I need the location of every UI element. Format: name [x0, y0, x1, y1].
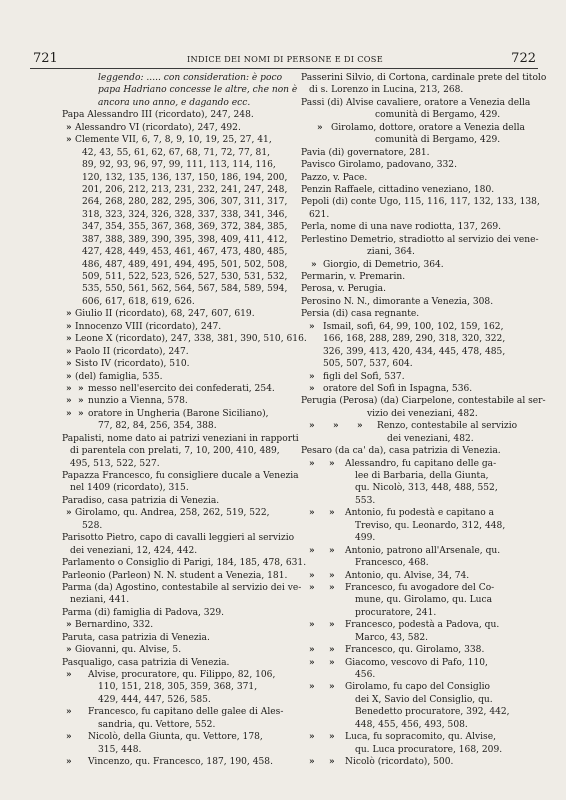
- index-line: [301, 657, 541, 669]
- index-entry-text: 456.: [355, 670, 376, 680]
- index-entry-text: 387, 388, 389, 390, 395, 398, 409, 411, 412,: [82, 234, 288, 245]
- ditto-mark: »: [66, 309, 72, 320]
- index-entry-text: figli del Sofì, 537.: [323, 371, 405, 382]
- index-line: [62, 184, 296, 196]
- index-entry-text: Pepoli (di) conte Ugo, 115, 116, 117, 132, 133, 138,: [301, 197, 540, 208]
- index-entry-text: 429, 444, 447, 526, 585.: [98, 694, 211, 705]
- index-line: [62, 570, 296, 582]
- index-line: [301, 669, 541, 681]
- index-line: [301, 756, 541, 768]
- left-page-number: 721: [33, 51, 58, 66]
- index-entry-text: Francesco, fu avogadore del Co-: [345, 582, 495, 593]
- index-entry-text: 77, 82, 84, 256, 354, 388.: [98, 421, 217, 432]
- index-line: [301, 433, 541, 445]
- index-line: [301, 507, 541, 519]
- index-entry-text: 553.: [355, 495, 376, 506]
- index-entry-text: Passerini Silvio, di Cortona, cardinale prete del titolo: [301, 73, 547, 83]
- ditto-mark: »: [329, 757, 335, 768]
- index-entry-text: Giulio II (ricordato), 68, 247, 607, 619.: [75, 309, 255, 320]
- index-line: [301, 570, 541, 582]
- index-line: [301, 97, 541, 109]
- index-line: [62, 495, 296, 507]
- index-line: [301, 681, 541, 693]
- index-line: [301, 234, 541, 246]
- ditto-mark: »: [329, 657, 335, 668]
- index-line: [62, 657, 296, 669]
- ditto-mark: »: [66, 396, 72, 407]
- ditto-mark: »: [357, 421, 363, 432]
- ditto-mark: »: [66, 371, 72, 382]
- index-entry-text: di s. Lorenzo in Lucina, 213, 268.: [309, 85, 464, 96]
- index-line: [301, 296, 541, 308]
- index-entry-text: Alessandro, fu capitano delle ga-: [345, 458, 497, 469]
- index-line: [62, 333, 307, 345]
- index-entry-text: Perla, nome di una nave rodiotta, 137, 269.: [301, 222, 502, 233]
- index-line: [301, 632, 541, 644]
- index-line: [301, 259, 541, 271]
- index-entry-text: 509, 511, 522, 523, 526, 527, 530, 531, 532,: [82, 272, 288, 282]
- index-line: [62, 644, 296, 656]
- index-line: [62, 594, 296, 606]
- index-entry-text: Pavisco Girolamo, padovano, 332.: [301, 160, 457, 171]
- index-line: [301, 582, 541, 594]
- ditto-mark: »: [329, 508, 335, 519]
- index-line: [62, 482, 296, 494]
- index-line: [301, 271, 541, 283]
- index-line: [301, 545, 541, 557]
- index-entry-text: Innocenzo VIII (ricordato), 247.: [75, 321, 222, 332]
- index-line: [62, 744, 296, 756]
- ditto-mark: »: [309, 545, 315, 556]
- index-line: [62, 172, 296, 184]
- index-line: [62, 470, 299, 482]
- index-entry-text: Penzin Raffaele, cittadino veneziano, 180.: [301, 184, 495, 195]
- index-entry-text: Pavia (di) governatore, 281.: [301, 147, 430, 158]
- right-index-column: [301, 72, 547, 769]
- index-line: [301, 321, 541, 333]
- index-line: [301, 420, 541, 432]
- index-line: [62, 308, 296, 320]
- index-line: [62, 408, 296, 420]
- index-line: [301, 744, 541, 756]
- ditto-mark: »: [309, 757, 315, 768]
- index-line: [62, 694, 296, 706]
- index-entry-text: Francesco, 468.: [355, 558, 429, 569]
- index-entry-text: 201, 206, 212, 213, 231, 232, 241, 247, 248,: [82, 184, 288, 195]
- index-entry-text: 499.: [355, 533, 376, 544]
- index-entry-text: neziani, 441.: [70, 595, 130, 606]
- index-entry-text: Benedetto procuratore, 392, 442,: [355, 707, 510, 718]
- index-entry-text: Papazza Francesco, fu consigliere ducale a Venezia: [62, 471, 299, 481]
- index-line: [301, 706, 541, 718]
- ditto-mark: »: [66, 645, 72, 656]
- index-line: [301, 719, 541, 731]
- index-entry-text: 606, 617, 618, 619, 626.: [82, 296, 195, 307]
- ditto-mark: »: [329, 645, 335, 656]
- index-line: [301, 619, 541, 631]
- index-entry-text: Marco, 43, 582.: [355, 632, 429, 643]
- index-entry-text: ziani, 364.: [367, 247, 415, 258]
- index-entry-text: lee di Barbaria, della Giunta,: [355, 471, 489, 481]
- index-entry-text: nunzio a Vienna, 578.: [88, 396, 188, 407]
- index-entry-text: Antonio, qu. Alvise, 34, 74.: [345, 570, 470, 581]
- ditto-mark: »: [309, 458, 315, 469]
- index-line: [301, 172, 541, 184]
- index-line: [62, 134, 296, 146]
- index-entry-text: Leone X (ricordato), 247, 338, 381, 390, 510, 616.: [75, 334, 307, 345]
- index-line: [62, 557, 307, 569]
- ditto-mark: »: [78, 408, 84, 419]
- index-line: [301, 594, 541, 606]
- index-line: [62, 122, 296, 134]
- ditto-mark: »: [311, 259, 317, 270]
- index-entry-text: 427, 428, 449, 453, 461, 467, 473, 480, 485,: [82, 247, 288, 258]
- index-entry-text: Perosino N. N., dimorante a Venezia, 308.: [301, 296, 494, 307]
- index-line: [62, 84, 296, 96]
- index-entry-text: vizio dei veneziani, 482.: [367, 408, 478, 419]
- index-entry-text: 318, 323, 324, 326, 328, 337, 338, 341, 346,: [82, 209, 288, 220]
- index-entry-text: Pazzo, v. Pace.: [301, 172, 368, 183]
- index-entry-text: Parma (di) famiglia di Padova, 329.: [62, 607, 225, 618]
- index-line: [301, 371, 541, 383]
- index-line: [62, 719, 296, 731]
- ditto-mark: »: [66, 359, 72, 370]
- index-entry-text: Nicolò (ricordato), 500.: [345, 757, 454, 768]
- index-line: [62, 147, 296, 159]
- ditto-mark: »: [309, 657, 315, 668]
- ditto-mark: »: [78, 383, 84, 394]
- index-line: [62, 72, 296, 84]
- index-line: [301, 196, 541, 208]
- ditto-mark: »: [309, 645, 315, 656]
- ditto-mark: »: [309, 620, 315, 631]
- index-line: [301, 557, 541, 569]
- index-line: [301, 109, 541, 121]
- index-line: [62, 433, 299, 445]
- index-line: [301, 445, 541, 457]
- index-entry-text: comunità di Bergamo, 429.: [375, 110, 501, 121]
- index-entry-text: Paruta, casa patrizia di Venezia.: [62, 632, 210, 643]
- index-entry-text: 505, 507, 537, 604.: [323, 359, 413, 370]
- index-line: [301, 607, 541, 619]
- index-entry-text: nel 1409 (ricordato), 315.: [70, 483, 189, 494]
- index-entry-text: (del) famiglia, 535.: [75, 371, 163, 382]
- index-entry-text: ancora uno anno, e dagando ecc.: [98, 97, 251, 108]
- index-line: [301, 520, 541, 532]
- index-entry-text: 89, 92, 93, 96, 97, 99, 111, 113, 114, 116,: [82, 160, 276, 171]
- index-entry-text: Giovanni, qu. Alvise, 5.: [75, 645, 182, 656]
- index-entry-text: Parma (da) Agostino, contestabile al servizio dei ve-: [62, 582, 302, 593]
- ditto-mark: »: [329, 570, 335, 581]
- index-entry-text: Papa Alessandro III (ricordato), 247, 248.: [62, 110, 254, 121]
- index-entry-text: qu. Luca procuratore, 168, 209.: [355, 744, 503, 755]
- index-entry-text: Francesco, podestà a Padova, qu.: [345, 620, 500, 631]
- ditto-mark: »: [309, 383, 315, 394]
- index-line: [62, 296, 296, 308]
- index-entry-text: 448, 455, 456, 493, 508.: [355, 719, 468, 730]
- index-line: [301, 395, 546, 407]
- index-entry-text: Nicolò, della Giunta, qu. Vettore, 178,: [88, 732, 263, 743]
- index-line: [301, 308, 541, 320]
- index-entry-text: dei veneziani, 482.: [387, 433, 474, 444]
- index-entry-text: comunità di Bergamo, 429.: [375, 135, 501, 146]
- index-entry-text: Treviso, qu. Leonardo, 312, 448,: [355, 520, 506, 531]
- index-entry-text: 315, 448.: [98, 744, 142, 755]
- index-entry-text: Luca, fu sopracomito, qu. Alvise,: [345, 732, 496, 743]
- index-entry-text: mune, qu. Girolamo, qu. Luca: [355, 595, 493, 606]
- index-line: [301, 458, 541, 470]
- index-entry-text: Perosa, v. Perugia.: [301, 284, 386, 295]
- index-line: [62, 607, 296, 619]
- index-entry-text: Permarin, v. Premarin.: [301, 272, 406, 282]
- index-entry-text: Girolamo, dottore, oratore a Venezia della: [331, 122, 525, 133]
- left-index-column: [62, 72, 307, 769]
- index-line: [62, 159, 296, 171]
- index-entry-text: Persia (di) casa regnante.: [301, 309, 420, 320]
- ditto-mark: »: [309, 732, 315, 743]
- ditto-mark: »: [329, 545, 335, 556]
- index-line: [62, 246, 296, 258]
- ditto-mark: »: [309, 371, 315, 382]
- index-entry-text: Antonio, patrono all'Arsenale, qu.: [345, 545, 501, 556]
- index-line: [62, 259, 296, 271]
- index-line: [301, 134, 541, 146]
- ditto-mark: »: [309, 421, 315, 432]
- index-entry-text: Clemente VII, 6, 7, 8, 9, 10, 19, 25, 27, 41,: [75, 135, 272, 146]
- index-line: [62, 669, 296, 681]
- ditto-mark: »: [66, 620, 72, 631]
- index-line: [301, 346, 541, 358]
- ditto-mark: »: [309, 570, 315, 581]
- ditto-mark: »: [66, 508, 72, 519]
- index-entry-text: Papalisti, nome dato ai patrizi veneziani in rapporti: [62, 433, 299, 444]
- index-entry-text: Pesaro (da ca' da), casa patrizia di Venezia.: [301, 446, 501, 457]
- index-entry-text: 110, 151, 218, 305, 359, 368, 371,: [98, 682, 258, 693]
- index-line: [62, 545, 296, 557]
- ditto-mark: »: [66, 346, 72, 357]
- ditto-mark: »: [66, 122, 72, 133]
- index-line: [301, 408, 541, 420]
- index-line: [301, 482, 541, 494]
- index-line: [301, 221, 541, 233]
- index-entry-text: 347, 354, 355, 367, 368, 369, 372, 384, 385,: [82, 222, 288, 233]
- index-line: [301, 122, 541, 134]
- index-line: [62, 706, 296, 718]
- index-entry-text: 486, 487, 489, 491, 494, 495, 501, 502, 508,: [82, 259, 288, 270]
- index-line: [62, 681, 296, 693]
- index-entry-text: 535, 550, 561, 562, 564, 567, 584, 589, 594,: [82, 284, 288, 295]
- index-line: [62, 234, 296, 246]
- index-line: [62, 458, 296, 470]
- index-entry-text: Bernardino, 332.: [75, 620, 154, 631]
- index-entry-text: Ismail, sofì, 64, 99, 100, 102, 159, 162,: [323, 321, 504, 332]
- index-entry-text: Perugia (Perosa) (da) Ciarpelone, contestabile al ser-: [301, 396, 546, 407]
- index-entry-text: 495, 513, 522, 527.: [70, 458, 160, 469]
- index-entry-text: Parlamento o Consiglio di Parigi, 184, 185, 478, 631.: [62, 558, 307, 569]
- index-line: [62, 371, 296, 383]
- index-line: [62, 271, 296, 283]
- index-entry-text: 264, 268, 280, 282, 295, 306, 307, 311, 317,: [82, 197, 288, 208]
- index-line: [62, 420, 296, 432]
- index-entry-text: 528.: [82, 520, 103, 531]
- ditto-mark: »: [309, 682, 315, 693]
- index-line: [62, 445, 296, 457]
- index-line: [62, 507, 296, 519]
- ditto-mark: »: [317, 122, 323, 133]
- index-line: [301, 644, 541, 656]
- index-entry-text: Renzo, contestabile al servizio: [377, 421, 518, 432]
- index-line: [62, 520, 296, 532]
- index-entry-text: Giorgio, di Demetrio, 364.: [323, 259, 444, 270]
- index-entry-text: Girolamo, qu. Andrea, 258, 262, 519, 522,: [75, 508, 270, 519]
- right-page-number: 722: [511, 51, 536, 66]
- ditto-mark: »: [329, 682, 335, 693]
- index-line: [301, 283, 541, 295]
- index-entry-text: papa Hadriano concesse le altre, che non è: [98, 85, 298, 96]
- index-entry-text: Passi (di) Alvise cavaliere, oratore a Venezia della: [301, 97, 531, 108]
- index-line: [62, 756, 296, 768]
- running-header-title: INDICE DEI NOMI DI PERSONE E DI COSE: [187, 54, 383, 64]
- index-entry-text: sandria, qu. Vettore, 552.: [98, 719, 216, 730]
- ditto-mark: »: [329, 582, 335, 593]
- ditto-mark: »: [66, 732, 72, 743]
- index-line: [301, 495, 541, 507]
- index-entry-text: messo nell'esercito dei confederati, 254.: [88, 383, 275, 394]
- index-line: [62, 283, 296, 295]
- index-entry-text: oratore del Sofì in Ispagna, 536.: [323, 383, 473, 394]
- index-line: [62, 196, 296, 208]
- index-line: [62, 532, 296, 544]
- index-line: [301, 246, 541, 258]
- index-line: [301, 358, 541, 370]
- ditto-mark: »: [66, 670, 72, 680]
- index-entry-text: 326, 399, 413, 420, 434, 445, 478, 485,: [323, 346, 506, 357]
- index-entry-text: procuratore, 241.: [355, 607, 437, 618]
- index-entry-text: Alvise, procuratore, qu. Filippo, 82, 106,: [88, 670, 276, 680]
- index-entry-text: di parentela con prelati, 7, 10, 200, 410, 489,: [70, 446, 280, 457]
- index-line: [301, 159, 541, 171]
- ditto-mark: »: [309, 582, 315, 593]
- index-entry-text: 621.: [309, 209, 330, 220]
- index-entry-text: Paolo II (ricordato), 247.: [75, 346, 189, 357]
- index-line: [62, 321, 296, 333]
- ditto-mark: »: [66, 383, 72, 394]
- index-line: [301, 383, 541, 395]
- header-rule: [30, 68, 538, 69]
- index-line: [62, 582, 302, 594]
- index-line: [62, 619, 296, 631]
- index-entry-text: Paradiso, casa patrizia di Venezia.: [62, 495, 220, 506]
- ditto-mark: »: [309, 321, 315, 332]
- index-line: [301, 532, 541, 544]
- index-line: [301, 694, 541, 706]
- index-entry-text: Antonio, fu podestà e capitano a: [345, 508, 495, 519]
- index-entry-text: Francesco, fu capitano delle galee di Ales-: [88, 707, 284, 718]
- index-entry-text: 166, 168, 288, 289, 290, 318, 320, 322,: [323, 334, 506, 345]
- index-line: [62, 632, 296, 644]
- index-line: [62, 346, 296, 358]
- index-line: [301, 209, 541, 221]
- index-entry-text: Parisotto Pietro, capo di cavalli leggieri al servizio: [62, 533, 295, 544]
- index-entry-text: qu. Nicolò, 313, 448, 488, 552,: [355, 483, 498, 494]
- index-entry-text: Francesco, qu. Girolamo, 338.: [345, 645, 485, 656]
- index-line: [301, 72, 547, 84]
- index-entry-text: oratore in Ungheria (Barone Siciliano),: [88, 408, 269, 419]
- index-line: [62, 209, 296, 221]
- index-entry-text: Giacomo, vescovo di Pafo, 110,: [345, 657, 488, 668]
- ditto-mark: »: [329, 620, 335, 631]
- index-entry-text: Pasqualigo, casa patrizia di Venezia.: [62, 657, 230, 668]
- index-entry-text: leggendo: ..... con consideration: è poco: [98, 73, 283, 83]
- index-entry-text: 120, 132, 135, 136, 137, 150, 186, 194, 200,: [82, 172, 288, 183]
- index-entry-text: Parleonio (Parleon) N. N. student a Venezia, 181.: [62, 570, 288, 581]
- index-entry-text: dei veneziani, 12, 424, 442.: [70, 545, 198, 556]
- ditto-mark: »: [329, 732, 335, 743]
- ditto-mark: »: [78, 396, 84, 407]
- index-line: [62, 358, 296, 370]
- index-line: [301, 333, 541, 345]
- index-line: [301, 184, 541, 196]
- index-entry-text: Vincenzo, qu. Francesco, 187, 190, 458.: [88, 757, 273, 768]
- ditto-mark: »: [309, 508, 315, 519]
- ditto-mark: »: [66, 334, 72, 345]
- index-entry-text: Girolamo, fu capo del Consiglio: [345, 682, 490, 693]
- ditto-mark: »: [66, 707, 72, 718]
- index-entry-text: Perlestino Demetrio, stradiotto al servizio dei vene-: [301, 234, 539, 245]
- index-line: [301, 147, 541, 159]
- index-line: [62, 395, 296, 407]
- index-line: [62, 221, 296, 233]
- index-line: [301, 470, 541, 482]
- index-entry-text: Sisto IV (ricordato), 510.: [75, 359, 190, 370]
- ditto-mark: »: [66, 408, 72, 419]
- index-line: [62, 109, 296, 121]
- ditto-mark: »: [66, 135, 72, 146]
- ditto-mark: »: [66, 757, 72, 768]
- ditto-mark: »: [333, 421, 339, 432]
- index-line: [62, 383, 296, 395]
- ditto-mark: »: [66, 321, 72, 332]
- index-line: [301, 84, 541, 96]
- ditto-mark: »: [329, 458, 335, 469]
- index-entry-text: 42, 43, 55, 61, 62, 67, 68, 71, 72, 77, 81,: [82, 147, 270, 158]
- index-entry-text: dei X, Savio del Consiglio, qu.: [355, 694, 493, 705]
- index-entry-text: Alessandro VI (ricordato), 247, 492.: [75, 122, 241, 133]
- index-line: [301, 731, 541, 743]
- index-line: [62, 731, 296, 743]
- index-line: [62, 97, 296, 109]
